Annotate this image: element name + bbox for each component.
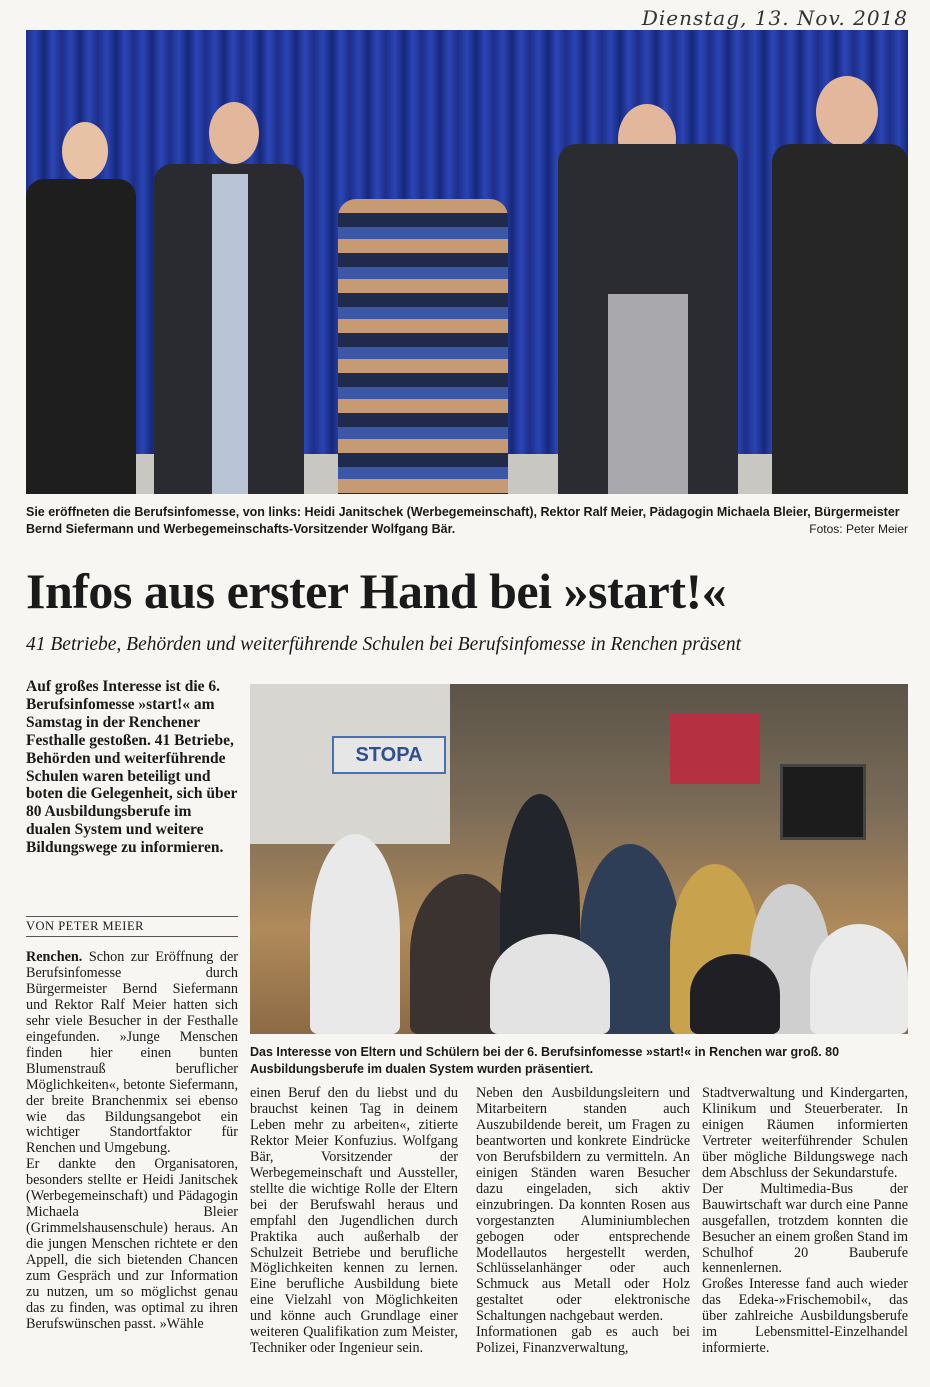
body-text: Stadtverwaltung und Kindergarten, Klinikum und Steuerberater. In einigen Räumen informierten Vertreter weiterführender Schulen über mögliche Bildungswege nach dem Abschluss der Sekundarstufe. [702, 1085, 908, 1181]
body-text: Schon zur Eröffnung der Berufsinfomesse durch Bürgermeister Bernd Siefermann und Rektor Ralf Meier hatten sich sehr viele Besucher in der Festhalle eingefunden. »Junge Menschen finden hier einen bunten Blumenstrauß beruflicher Möglichkeiten«, betonte Siefermann, der breite Branchenmix sei ebenso wie das Bildungsangebot ein wichtiger Standortfaktor für Renchen und Umgebung. [26, 949, 238, 1157]
body-column-4 [702, 1086, 908, 1357]
handwritten-date: Dienstag, 13. Nov. 2018 [641, 6, 908, 30]
body-text: Er dankte den Organisatoren, besonders stellte er Heidi Janitschek (Werbegemeinschaft) und Pädagogin Michaela Bleier (Grimmelshausenschule) heraus. An die jungen Menschen richtete er den Appell, die sich bietenden Chancen zum Gespräch und zur Information zu nutzen, um so möglichst genau das zu finden, was optimal zu ihren Berufswünschen passt. »Wähle [26, 1156, 238, 1332]
lead-paragraph: Auf großes Interesse ist die 6. Berufsinfomesse »start!« am Samstag in der Renchener Festhalle gestoßen. 41 Betriebe, Behörden und weiterführende Schulen waren beteiligt und boten die Gelegenheit, sich über 80 Ausbildungsberufe im dualen System und weitere Bildungswege zu informieren. [26, 678, 238, 857]
photo-caption-top-text: Sie eröffneten die Berufsinfomesse, von links: Heidi Janitschek (Werbegemeinschaft), Rektor Ralf Meier, Pädagogin Michaela Bleier, Bürgermeister Bernd Siefermann und Werbegemeinschafts-Vorsitzender Wolfgang Bär. [26, 505, 900, 536]
headline: Infos aus erster Hand bei »start!« [26, 563, 727, 619]
photo-caption-fair: Das Interesse von Eltern und Schülern bei der 6. Berufsinfomesse »start!« in Renchen war groß. 80 Ausbildungsberufe im dualen System wurden präsentiert. [250, 1045, 840, 1076]
body-text: einen Beruf den du liebst und du brauchst keinen Tag in deinem Leben mehr zu arbeiten«, zitierte Rektor Meier Konfuzius. Wolfgang Bär, Vorsitzender der Werbegemeinschaft und Aussteller, stellte die wichtige Rolle der Eltern bei der Berufswahl heraus und empfahl den Jugendlichen durch Praktika auch außerhalb der Schulzeit Betriebe und berufliche Möglichkeiten kennen zu lernen. Eine berufliche Ausbildung biete eine Vielzahl von Möglichkeiten und könne auch Grundlage einer weiteren Qualifikation zum Meister, Techniker oder Ingenieur sein. [250, 1085, 458, 1357]
person-3 [338, 114, 508, 494]
photo-caption-top [26, 504, 908, 538]
stage-photo [26, 30, 908, 494]
person-5 [772, 54, 908, 494]
person-2 [154, 64, 304, 494]
photo-credit: Fotos: Peter Meier [809, 522, 908, 536]
dateline: Renchen. [26, 949, 83, 965]
body-column-1 [26, 950, 238, 1333]
subheadline: 41 Betriebe, Behörden und weiterführende Schulen bei Berufsinfomesse in Renchen präsent [26, 634, 742, 655]
body-text: Informationen gab es auch bei Polizei, Finanzverwaltung, [476, 1324, 690, 1357]
body-column-2 [250, 1086, 458, 1357]
person-1 [26, 114, 136, 494]
body-text: Neben den Ausbildungsleitern und Mitarbeitern standen auch Auszubildende bereit, um Fragen zu beantworten und konkrete Eindrücke von Berufsbildern zu vermitteln. An einigen Ständen waren Besucher dazu eingeladen, sich aktiv einzubringen. Da konnten Rosen aus vorgestanzten Aluminiumblechen gebogen oder entsprechende Modellautos hergestellt werden, Schlüsselanhänger oder auch Schmuck aus Metall oder Holz gestaltet oder elektronische Schaltungen nachgebaut werden. [476, 1085, 690, 1325]
body-column-3 [476, 1086, 690, 1357]
fair-photo [250, 684, 908, 1034]
stopa-sign: STOPA [332, 736, 446, 774]
person-4 [558, 74, 738, 494]
byline: VON PETER MEIER [26, 916, 238, 937]
body-text: Großes Interesse fand auch wieder das Edeka-»Frischemobil«, das über zahlreiche Ausbildungsberufe im Lebensmittel-Einzelhandel informierte. [702, 1276, 908, 1357]
body-text: Der Multimedia-Bus der Bauwirtschaft war durch eine Panne ausgefallen, trotzdem konnten die Besucher an einem großen Stand im Schulhof 20 Bauberufe kennenlernen. [702, 1180, 908, 1277]
